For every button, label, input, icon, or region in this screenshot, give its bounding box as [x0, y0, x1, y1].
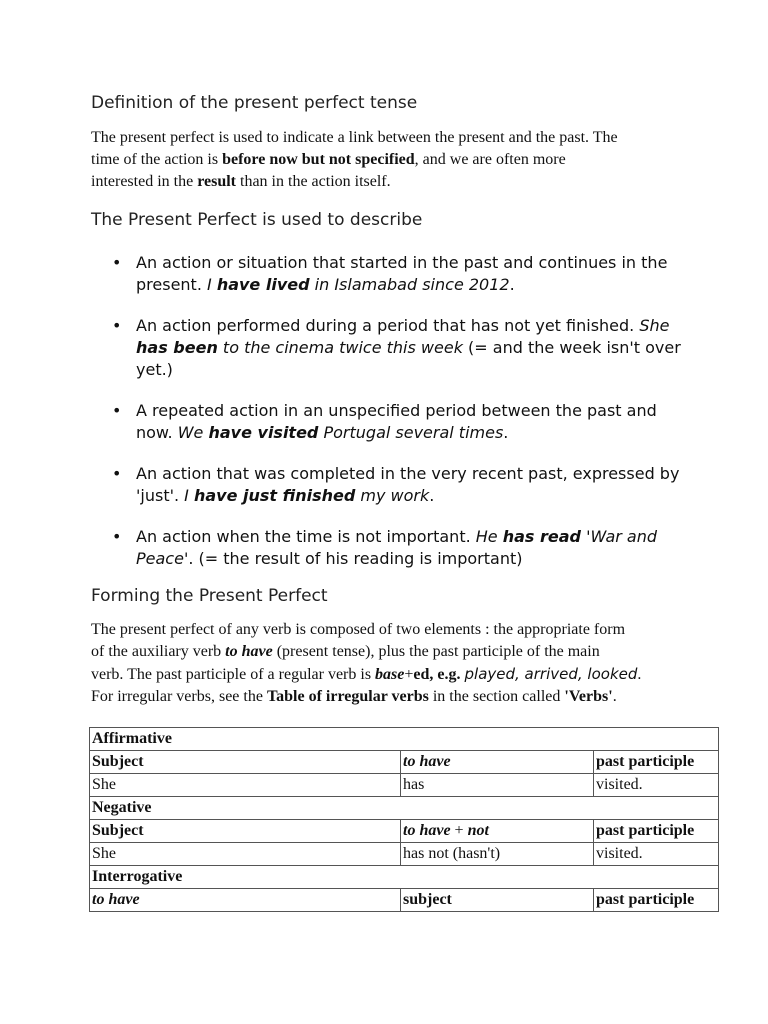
forming-bold-italic: to have	[225, 643, 273, 660]
table-row	[90, 728, 719, 751]
table-cell: to have	[90, 889, 401, 912]
forming-bold: ed	[413, 666, 430, 683]
example-pre: I	[184, 486, 194, 505]
bullet-icon: •	[112, 401, 122, 420]
cell-part: not	[467, 822, 489, 839]
heading-definition: Definition of the present perfect tense	[91, 93, 418, 113]
bullet-tail: .	[429, 486, 435, 505]
bullet-icon: •	[112, 464, 122, 483]
forming-text: .	[637, 666, 642, 683]
bullet-icon: •	[112, 527, 122, 546]
example-text	[184, 486, 429, 505]
cell-part: to have	[403, 822, 451, 839]
heading-describe: The Present Perfect is used to describe	[91, 210, 423, 230]
table-row	[90, 751, 719, 774]
table-cell	[401, 820, 594, 843]
table-row	[90, 797, 719, 820]
table-row	[90, 889, 719, 912]
forming-text: (present tense), plus the past participle of the main	[272, 643, 600, 660]
list-item	[112, 315, 682, 381]
definition-text: interested in the	[91, 173, 198, 190]
forming-bold: , e.g.	[429, 666, 465, 683]
bullet-text: A repeated action in an unspecified period between the past and now.	[136, 401, 657, 442]
forming-text: in the section called	[428, 688, 565, 705]
forming-text: verb. The past participle of a regular verb is	[91, 666, 376, 683]
section-interrogative: Interrogative	[90, 866, 719, 889]
example-post: Portugal several times	[318, 423, 504, 442]
list-item	[112, 252, 682, 296]
list-item	[112, 463, 682, 507]
table-cell: has not (hasn't)	[401, 843, 594, 866]
definition-text: time of the action is	[91, 151, 223, 168]
table-cell: Subject	[90, 820, 401, 843]
bullet-tail: . (= the result of his reading is important)	[188, 549, 523, 568]
section-negative: Negative	[90, 797, 719, 820]
table-row	[90, 843, 719, 866]
table-cell: She	[90, 774, 401, 797]
forming-text: +	[404, 666, 414, 683]
conjugation-table	[89, 727, 719, 912]
example-post: to the cinema twice this week	[217, 338, 463, 357]
table-cell: past participle	[594, 820, 719, 843]
forming-line-1: The present perfect of any verb is composed of two elements : the appropriate form	[91, 621, 626, 638]
heading-forming: Forming the Present Perfect	[91, 586, 328, 606]
example-verb: has read	[502, 527, 582, 546]
definition-text: , and we are often more	[414, 151, 566, 168]
forming-bold: 'Verbs'	[564, 688, 613, 705]
forming-bold: Table of irregular verbs	[266, 688, 429, 705]
example-text	[207, 275, 510, 294]
definition-bold: result	[197, 173, 236, 190]
table-cell: past participle	[594, 889, 719, 912]
forming-italic: played, arrived, looked	[464, 665, 638, 683]
table-cell: subject	[401, 889, 594, 912]
example-post: my work	[355, 486, 430, 505]
forming-text: For irregular verbs, see the	[91, 688, 267, 705]
definition-paragraph	[91, 127, 691, 193]
example-pre: We	[177, 423, 209, 442]
bullet-text: An action when the time is not important.	[136, 527, 476, 546]
table-cell: to have	[401, 751, 594, 774]
table-row	[90, 820, 719, 843]
example-pre: She	[639, 316, 670, 335]
table-row	[90, 866, 719, 889]
example-verb: have visited	[208, 423, 319, 442]
forming-bold-italic: base	[375, 666, 405, 683]
example-verb: has been	[136, 338, 218, 357]
definition-line-1: The present perfect is used to indicate a link between the present and the past. The	[91, 129, 618, 146]
example-pre: I	[207, 275, 217, 294]
usage-list	[112, 252, 682, 589]
cell-part: +	[450, 822, 468, 839]
bullet-tail: (= and the week isn't over yet.)	[136, 338, 681, 379]
table-cell: She	[90, 843, 401, 866]
example-pre: He	[475, 527, 503, 546]
forming-text: of the auxiliary verb	[91, 643, 226, 660]
list-item	[112, 526, 682, 570]
bullet-icon: •	[112, 253, 122, 272]
bullet-icon: •	[112, 316, 122, 335]
bullet-text: An action that was completed in the very recent past, expressed by 'just'.	[136, 464, 680, 505]
example-post: 'War and Peace'	[136, 527, 658, 568]
bullet-text: An action performed during a period that has not yet finished.	[136, 316, 640, 335]
table-row	[90, 774, 719, 797]
forming-paragraph	[91, 619, 691, 708]
forming-text: .	[612, 688, 617, 705]
definition-text: than in the action itself.	[236, 173, 391, 190]
table-cell: visited.	[594, 774, 719, 797]
table-cell: visited.	[594, 843, 719, 866]
table-cell: has	[401, 774, 594, 797]
table-cell: Subject	[90, 751, 401, 774]
example-verb: have lived	[216, 275, 310, 294]
list-item	[112, 400, 682, 444]
example-text	[178, 423, 504, 442]
example-post: in Islamabad since 2012	[309, 275, 510, 294]
bullet-text: An action or situation that started in the past and continues in the present.	[136, 253, 668, 294]
section-affirmative: Affirmative	[90, 728, 719, 751]
example-verb: have just finished	[193, 486, 356, 505]
table-cell: past participle	[594, 751, 719, 774]
definition-bold: before now but not specified	[222, 151, 415, 168]
bullet-tail: .	[503, 423, 509, 442]
bullet-tail: .	[509, 275, 515, 294]
